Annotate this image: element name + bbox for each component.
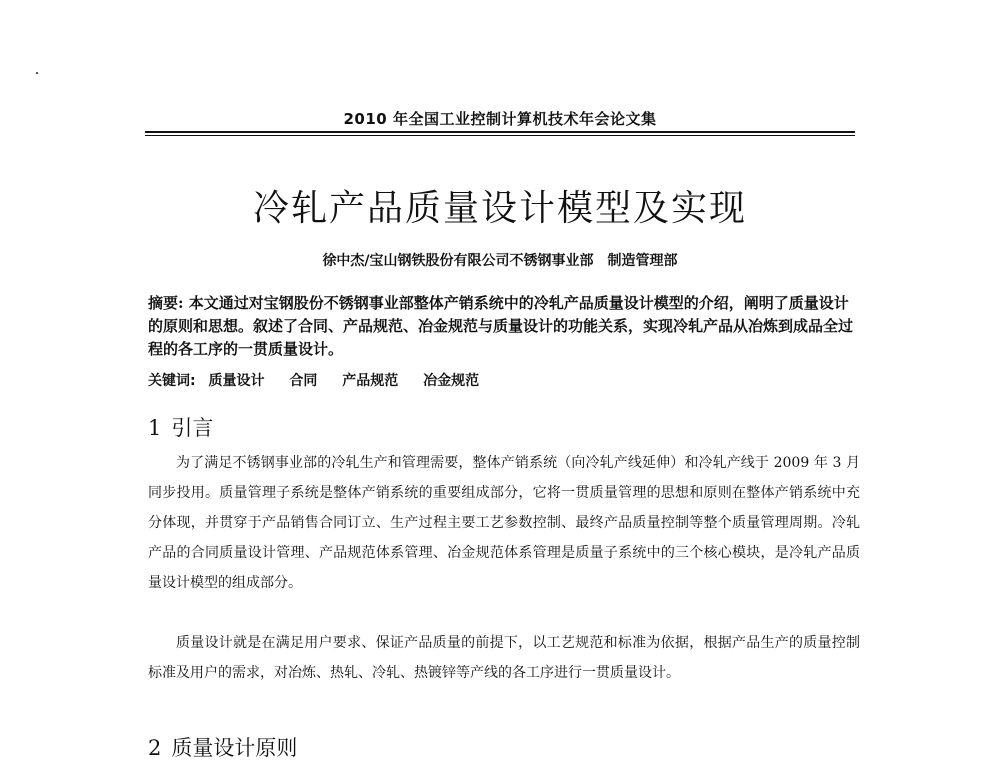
body-paragraph: 为了满足不锈钢事业部的冷轧生产和管理需要，整体产销系统（向冷轧产线延伸）和冷轧产线于 2009 年 3 月同步投用。质量管理子系统是整体产销系统的重要组成部分，它将一贯质量管理的思想和原则在整体产销系统中充分体现，并贯穿于产品销售合同订立、生产过程主要工艺参数控制、最终产品质量控制等整个质量管理周期。冷轧产品的合同质量设计管理、产品规范体系管理、冶金规范体系管理是质量子系统中的三个核心模块，是冷轧产品质量设计模型的组成部分。 (148, 455, 860, 591)
paper-title: 冷轧产品质量设计模型及实现 (252, 188, 747, 229)
section-title: 引言 (171, 416, 214, 440)
section-heading (148, 732, 297, 762)
section-heading (148, 412, 213, 442)
keyword: 产品规范 (342, 373, 399, 389)
header-rule-thin (145, 135, 855, 136)
keywords (148, 371, 858, 391)
section-number: 1 (148, 416, 162, 440)
scan-speck (36, 72, 38, 74)
abstract: 摘要: 本文通过对宝钢股份不锈钢事业部整体产销系统中的冷轧产品质量设计模型的介绍，阐明了质量设计的原则和思想。叙述了合同、产品规范、冶金规范与质量设计的功能关系，实现冷轧产品从冶炼到成品全过程的各工序的一贯质量设计。 (148, 294, 854, 358)
body-paragraph: 质量设计就是在满足用户要求、保证产品质量的前提下，以工艺规范和标准为依据，根据产品生产的质量控制标准及用户的需求，对冶炼、热轧、冷轧、热镀锌等产线的各工序进行一贯质量设计。 (148, 635, 860, 681)
header-rule (145, 131, 855, 133)
keyword: 冶金规范 (423, 373, 480, 389)
keyword: 合同 (289, 373, 318, 389)
keyword: 质量设计 (208, 373, 265, 389)
author-affiliation: 徐中杰/宝山钢铁股份有限公司不锈钢事业部 制造管理部 (322, 253, 678, 269)
section-number: 2 (148, 736, 162, 760)
section-title: 质量设计原则 (171, 736, 298, 760)
keywords-label: 关键词: (148, 373, 196, 389)
running-header: 2010 年全国工业控制计算机技术年会论文集 (343, 110, 657, 128)
